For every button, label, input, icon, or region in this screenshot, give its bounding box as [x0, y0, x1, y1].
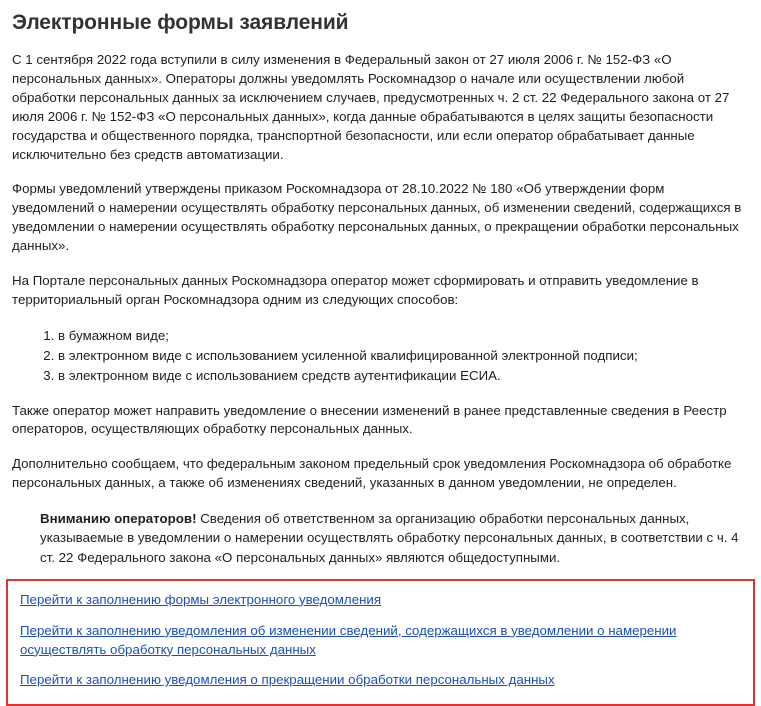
intro-paragraph-3: На Портале персональных данных Роскомнадзора оператор может сформировать и отправить уведомление в территориальный орган Роскомнадзора одним из следующих способов:	[12, 272, 699, 307]
intro-paragraph-2: Формы уведомлений утверждены приказом Роскомнадзора от 28.10.2022 № 180 «Об утверждении форм уведомлений о намерении осуществлять обработку персональных данных, об изменении сведений, содержащихся в уведомлении о намерении осуществлять обработку персональных данных, о прекращении обработки персональных данных».	[12, 181, 742, 254]
link-termination-notification-form[interactable]: Перейти к заполнению уведомления о прекращении обработки персональных данных	[20, 672, 555, 688]
list-item: 1. в бумажном виде;	[58, 326, 749, 346]
paragraph-changes-notice: Также оператор может направить уведомление о внесении изменений в ранее представленные сведения в Реестр операторов, осуществляющих обработку персональных данных.	[12, 402, 727, 437]
intro-paragraph-1: С 1 сентября 2022 года вступили в силу изменения в Федеральный закон от 27 июля 2006 г. № 152-ФЗ «О персональных данных». Операторы должны уведомлять Роскомнадзор о начале или осуществлении любой обработки персональных данных за исключением случаев, предусмотренных ч. 2 ст. 22 Федерального закона от 27 июля 2006 г. № 152-ФЗ «О персональных данных», когда данные обрабатываются в целях защиты безопасности государства и общественного порядка, транспортной безопасности, или если оператор обрабатывает данные исключительно без средств автоматизации.	[12, 52, 730, 162]
electronic-forms-link-box	[6, 579, 755, 706]
operators-attention-lead: Вниманию операторов!	[40, 511, 197, 526]
operators-attention-note	[12, 509, 749, 567]
list-item: 3. в электронном виде с использованием средств аутентификации ЕСИА.	[58, 366, 749, 386]
link-row	[20, 622, 741, 660]
paragraph-deadline-notice: Дополнительно сообщаем, что федеральным законом предельный срок уведомления Роскомнадзора об обработке персональных данных, а также об изменениях сведений, указанных в данном уведомлении, не определен.	[12, 456, 732, 491]
link-change-notification-form[interactable]: Перейти к заполнению уведомления об изменении сведений, содержащихся в уведомлении о намерении осуществлять обработку персональных данных	[20, 622, 677, 657]
link-row	[20, 591, 741, 610]
operators-attention-text: Сведения об ответственном за организацию обработки персональных данных, указываемые в уведомлении о намерении осуществлять обработку персональных данных, в соответствии с ч. 4 ст. 22 Федерального закона «О персональных данных» являются общедоступными.	[40, 511, 739, 565]
list-item: 2. в электронном виде с использованием усиленной квалифицированной электронной подписи;	[58, 346, 749, 366]
link-new-notification-form[interactable]: Перейти к заполнению формы электронного уведомления	[20, 591, 382, 607]
submission-methods-list	[12, 326, 749, 386]
page-title: Электронные формы заявлений	[12, 11, 349, 34]
link-row	[20, 671, 741, 690]
